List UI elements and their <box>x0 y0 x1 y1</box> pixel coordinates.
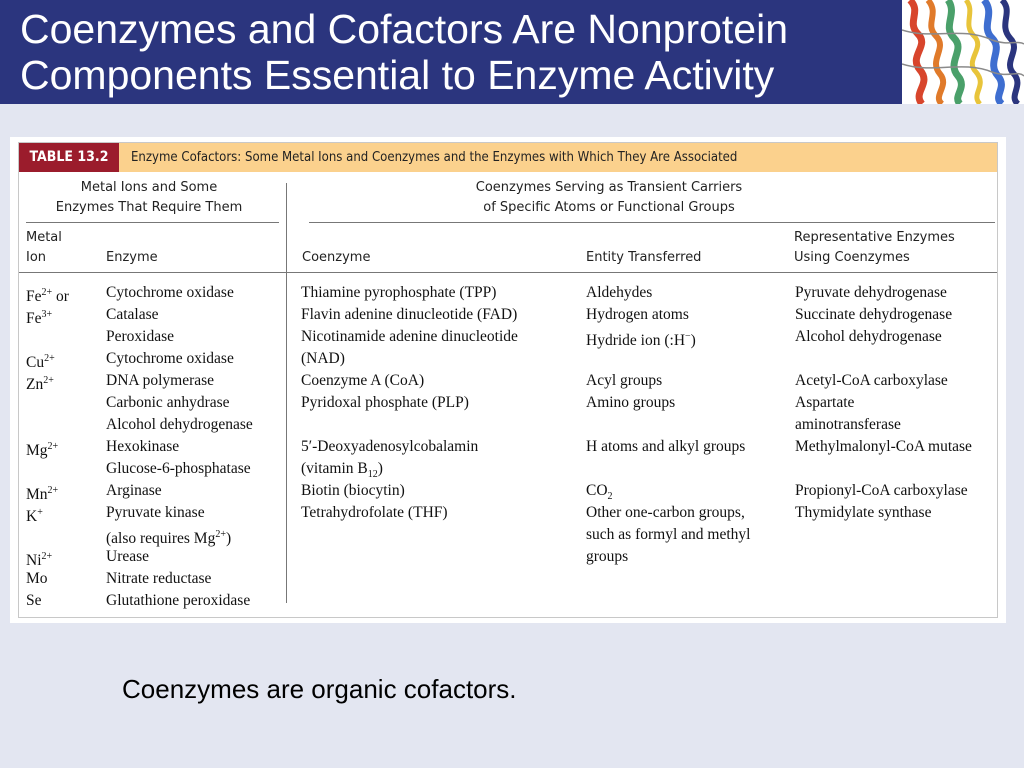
group-header-right <box>409 178 809 218</box>
enzyme-cell-superscript: 2+ <box>215 529 226 540</box>
enzyme-cell: Alcohol dehydrogenase <box>106 416 253 433</box>
enzyme-cell: Cytochrome oxidase <box>106 284 234 301</box>
coenzyme-cell <box>301 414 518 436</box>
representative-enzyme-cell: Thymidylate synthase <box>795 504 932 521</box>
metal-ion-cell-text: or <box>52 288 69 306</box>
coenzyme-cell: 5′-Deoxyadenosylcobalamin <box>301 438 479 455</box>
entity-cell: such as formyl and methyl <box>586 526 751 543</box>
col-header-representative <box>794 228 955 268</box>
enzyme-cell: Catalase <box>106 306 159 323</box>
entity-cell <box>586 480 750 502</box>
representative-enzyme-column <box>795 282 972 524</box>
entity-cell: H atoms and alkyl groups <box>586 438 746 455</box>
metal-ion-cell-superscript: 2+ <box>41 551 53 562</box>
metal-ion-cell-text: Mo <box>26 570 48 587</box>
metal-ion-cell-text: Fe <box>26 310 42 328</box>
entity-cell <box>586 348 750 370</box>
metal-ion-cell <box>26 348 69 370</box>
representative-enzyme-cell: Succinate dehydrogenase <box>795 306 953 323</box>
enzyme-cell-text: (also requires Mg <box>106 530 216 548</box>
entity-cell <box>586 414 750 436</box>
entity-cell-text: ) <box>690 332 696 350</box>
table-label: TABLE 13.2 <box>19 143 119 172</box>
column-divider <box>286 183 287 603</box>
metal-ion-column <box>26 282 69 612</box>
metal-ion-cell <box>26 392 69 414</box>
coenzyme-cell-subscript: 12 <box>367 469 378 481</box>
representative-enzyme-cell: aminotransferase <box>795 416 901 433</box>
metal-ion-cell <box>26 458 69 480</box>
coenzyme-cell: Coenzyme A (CoA) <box>301 372 425 389</box>
enzyme-cell <box>106 524 253 546</box>
entity-cell-subscript: 2 <box>607 491 613 503</box>
enzyme-cell: DNA polymerase <box>106 372 215 389</box>
col-header-enzyme: Enzyme <box>106 250 158 265</box>
metal-ion-cell-superscript: 2+ <box>44 353 55 364</box>
metal-ion-cell-text: Fe <box>26 288 42 306</box>
representative-enzyme-cell: Alcohol dehydrogenase <box>795 328 942 345</box>
enzyme-cell: Peroxidase <box>106 328 175 345</box>
coenzyme-cell: Thiamine pyrophosphate (TPP) <box>301 284 497 301</box>
metal-ion-cell <box>26 414 69 436</box>
entity-transferred-column <box>586 282 750 568</box>
representative-enzyme-cell: Aspartate <box>795 394 855 411</box>
metal-ion-cell-superscript: 3+ <box>41 309 53 320</box>
enzyme-cell: Hexokinase <box>106 438 180 455</box>
representative-enzyme-cell <box>795 348 972 370</box>
metal-ion-cell <box>26 480 69 502</box>
metal-ion-cell <box>26 436 69 458</box>
group-rule-right <box>309 222 995 223</box>
enzyme-cell: Glutathione peroxidase <box>106 592 251 609</box>
group-header-right-line1: Coenzymes Serving as Transient Carriers <box>475 180 743 195</box>
metal-ion-cell-text: Zn <box>26 376 44 394</box>
metal-ion-cell-text: Se <box>26 592 42 609</box>
metal-ion-cell <box>26 304 69 326</box>
group-rule-left <box>26 222 279 223</box>
col-header-metal <box>26 228 62 268</box>
metal-ion-cell <box>26 546 69 568</box>
metal-ion-cell-superscript: 2+ <box>47 441 59 452</box>
entity-cell-superscript: − <box>685 331 691 342</box>
coenzyme-cell-text: (vitamin B <box>301 460 368 477</box>
table-caption-bar <box>19 143 997 172</box>
representative-enzyme-cell: Propionyl-CoA carboxylase <box>795 482 968 499</box>
entity-cell <box>586 326 750 348</box>
coenzyme-cell: Pyridoxal phosphate (PLP) <box>301 394 469 411</box>
representative-enzyme-cell: Methylmalonyl-CoA mutase <box>795 438 972 455</box>
enzyme-cell-text: ) <box>225 530 232 548</box>
entity-cell-text: Hydride ion (:H <box>586 332 686 350</box>
entity-cell: Hydrogen atoms <box>586 306 689 323</box>
entity-cell: Acyl groups <box>586 372 663 389</box>
coenzyme-cell: (NAD) <box>301 350 345 367</box>
group-header-right-line2: of Specific Atoms or Functional Groups <box>483 200 735 215</box>
group-header-left-line1: Metal Ions and Some <box>80 180 218 195</box>
metal-ion-cell <box>26 326 69 348</box>
metal-ion-cell <box>26 524 69 546</box>
coenzyme-cell: Nicotinamide adenine dinucleotide <box>301 328 518 345</box>
enzyme-cell: Urease <box>106 548 150 565</box>
table-frame <box>18 142 998 618</box>
header-rule <box>19 272 997 273</box>
metal-ion-cell <box>26 502 69 524</box>
table-caption: Enzyme Cofactors: Some Metal Ions and Coenzymes and the Enzymes with Which They Are Associated <box>131 149 738 165</box>
coenzyme-cell: Tetrahydrofolate (THF) <box>301 504 448 521</box>
slide-title-line1: Coenzymes and Cofactors Are Nonprotein <box>20 6 789 52</box>
enzyme-cell: Nitrate reductase <box>106 570 212 587</box>
enzyme-cell: Pyruvate kinase <box>106 504 205 521</box>
metal-ion-cell <box>26 568 69 590</box>
entity-cell: Other one-carbon groups, <box>586 504 745 521</box>
metal-ion-cell-superscript: 2+ <box>43 375 54 386</box>
col-header-metal-line1: Metal <box>26 230 62 245</box>
col-header-coenzyme: Coenzyme <box>302 250 371 265</box>
enzyme-cell: Glucose-6-phosphatase <box>106 460 251 477</box>
enzyme-cell: Cytochrome oxidase <box>106 350 234 367</box>
metal-ion-cell <box>26 282 69 304</box>
coenzyme-column <box>301 282 518 524</box>
representative-enzyme-cell <box>795 458 972 480</box>
protein-structure-image <box>902 0 1024 104</box>
entity-cell: groups <box>586 548 629 565</box>
enzyme-cell: Carbonic anhydrase <box>106 394 230 411</box>
entity-cell <box>586 458 750 480</box>
representative-enzyme-cell: Pyruvate dehydrogenase <box>795 284 947 301</box>
table-figure <box>10 137 1006 623</box>
metal-ion-cell-superscript: + <box>37 507 43 518</box>
entity-cell: Amino groups <box>586 394 676 411</box>
metal-ion-cell-text: K <box>26 508 38 526</box>
metal-ion-cell-superscript: 2+ <box>41 287 53 298</box>
col-header-representative-line2: Using Coenzymes <box>794 250 910 265</box>
entity-cell: Aldehydes <box>586 284 653 301</box>
coenzyme-cell: Flavin adenine dinucleotide (FAD) <box>301 306 518 323</box>
representative-enzyme-cell: Acetyl-CoA carboxylase <box>795 372 948 389</box>
coenzyme-cell <box>301 458 518 480</box>
metal-ion-cell <box>26 590 69 612</box>
group-header-left <box>24 178 274 218</box>
slide-footer-text: Coenzymes are organic cofactors. <box>122 674 517 704</box>
enzyme-cell: Arginase <box>106 482 162 499</box>
metal-ion-cell-superscript: 2+ <box>47 485 59 496</box>
metal-ion-cell-text: Mg <box>26 442 48 460</box>
col-header-metal-line2: Ion <box>26 250 47 265</box>
group-header-left-line2: Enzymes That Require Them <box>55 200 243 215</box>
slide-title-line2: Components Essential to Enzyme Activity <box>20 52 775 98</box>
metal-ion-cell-text: Ni <box>26 552 42 570</box>
enzyme-column <box>106 282 253 612</box>
coenzyme-cell: Biotin (biocytin) <box>301 482 405 499</box>
slide-title <box>20 6 900 98</box>
entity-cell-text: CO <box>586 482 608 499</box>
metal-ion-cell-text: Cu <box>26 354 45 372</box>
metal-ion-cell-text: Mn <box>26 486 48 504</box>
col-header-representative-line1: Representative Enzymes <box>794 230 955 245</box>
col-header-entity: Entity Transferred <box>586 250 702 265</box>
coenzyme-cell-text: ) <box>377 460 383 477</box>
slide-header <box>0 0 1024 104</box>
metal-ion-cell <box>26 370 69 392</box>
